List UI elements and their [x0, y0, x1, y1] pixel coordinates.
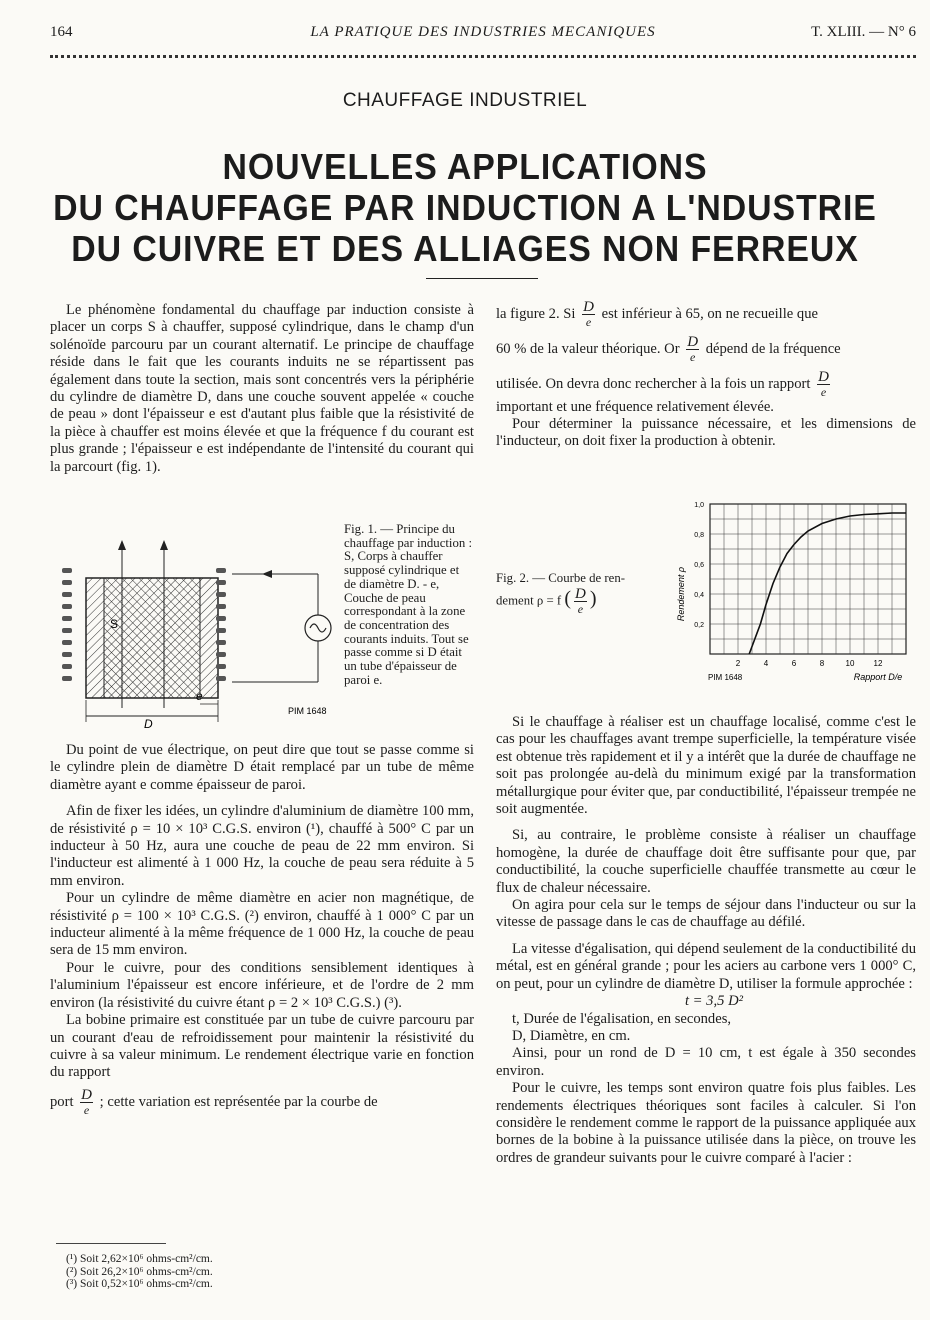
formula: t = 3,5 D² — [684, 993, 743, 1010]
x-tick-label: 10 — [845, 659, 855, 668]
x-tick-label: 2 — [735, 659, 741, 668]
title-line: NOUVELLES APPLICATIONS — [222, 146, 708, 187]
cylinder-core — [104, 578, 200, 698]
title-line: DU CHAUFFAGE PAR INDUCTION A L'NDUSTRIE — [53, 187, 877, 228]
title-rule — [426, 278, 538, 279]
x-tick-label: 8 — [819, 659, 825, 668]
x-tick-label: 4 — [763, 659, 769, 668]
title-line: DU CUIVRE ET DES ALLIAGES NON FERREUX — [71, 228, 859, 269]
figure-2-ref: PIM 1648 — [708, 673, 743, 682]
paragraph: Pour le cuivre, pour des conditions sensiblement identiques à l'aluminium l'épaisseur est encore inférieure, et de l'ordre de 2 mm environ (la résistivité du cuivre étant ρ = 2 × 10³ C.G.S.) (³). — [50, 959, 474, 1011]
fraction-d-over-e: $\frac{D}{e}$ — [81, 1086, 93, 1117]
left-coil-turns — [62, 568, 72, 681]
footnotes — [66, 1253, 213, 1291]
y-tick-label: 0,6 — [694, 562, 704, 569]
footnote: (¹) Soit 2,62×10⁶ ohms-cm²/cm. — [66, 1253, 213, 1265]
paragraph: Pour le cuivre, les temps sont environ quatre fois plus faibles. Les rendements électriques théoriques sont faciles à calculer. Si l'on considère le rendement comme le rapport de la puissance appliquée aux bornes de la bobine à la puissance utilisée dans la pièce, on trouve les ordres de grandeur suivants pour le cuivre comparé à l'acier : — [496, 1080, 916, 1166]
figure-1-ref: PIM 1648 — [288, 706, 327, 716]
label-d: D — [144, 717, 153, 728]
paragraph: Pour déterminer la puissance nécessaire, et les dimensions de l'inducteur, on doit fixer la production à obtenir. — [496, 416, 916, 449]
paragraph: important et une fréquence relativement élevée. — [496, 399, 774, 415]
page-number: 164 — [50, 24, 73, 40]
figure-1-diagram — [56, 538, 344, 728]
paragraph: La vitesse d'égalisation, qui dépend seulement de la conductibilité du métal, est en général grande ; pour les aciers au carbone vers 1 000° C, on peut, pour un cylindre de diamètre D, utiliser la formule approchée : — [496, 940, 916, 992]
paragraph: La bobine primaire est constituée par un tube de cuivre parcouru par un courant d'eau de refroidissement pour maintenir la résistivité du cuivre à sa valeur minimum. Le rendement électrique varie en fonction du rapport — [50, 1012, 474, 1081]
figure-2-caption: Fig. 2. — Courbe de ren- dement ρ = f ( $\frac{D}{e}$ ) — [496, 571, 626, 616]
figure-1-caption: Fig. 1. — Principe du chauffage par induction : S, Corps à chauffer supposé cylindrique et de diamètre D. - e, Couche de peau correspondant à la zone de concentration des courants induits. Tout se passe comme si D était un tube d'épaisseur de paroi e. — [344, 522, 473, 687]
paragraph: Du point de vue électrique, on peut dire que tout se passe comme si le cylindre plein de diamètre D était remplacé par un tube de même diamètre ayant e comme épaisseur de paroi. — [50, 742, 474, 793]
y-tick-label: 1,0 — [694, 502, 704, 509]
footnote-rule — [56, 1243, 166, 1244]
left-column-bottom — [50, 742, 474, 1117]
y-tick-label: 0,4 — [694, 592, 704, 599]
paragraph-continuation: port $\frac{D}{e}$ ; cette variation est représentée par la courbe de — [50, 1086, 378, 1117]
y-axis-label: Rendement ρ — [676, 566, 686, 622]
running-header — [50, 24, 916, 42]
left-column-top — [50, 302, 474, 476]
paragraph: la figure 2. Si $\frac{D}{e}$ est inférieur à 65, on ne recueille que — [496, 299, 818, 329]
y-tick-label: 0,2 — [694, 622, 704, 629]
paragraph: Ainsi, pour un rond de D = 10 cm, t est égale à 350 secondes environ. — [496, 1045, 916, 1079]
x-axis-label: Rapport D/e — [853, 672, 903, 682]
footnote: (³) Soit 0,52×10⁶ ohms-cm²/cm. — [66, 1278, 213, 1291]
paragraph: Afin de fixer les idées, un cylindre d'aluminium de diamètre 100 mm, de résistivité ρ = 10 × 10³ C.G.S. environ (¹), chauffé à 500° C par un inducteur à 50 Hz, aura une couche de peau de 22 mm environ. Si l'inducteur est alimenté à 1 000 Hz, la couche de peau sera réduite à 5 mm environ. — [50, 803, 474, 889]
right-column-bottom — [496, 714, 916, 1167]
x-tick-label: 12 — [873, 659, 883, 668]
footnote: (²) Soit 26,2×10⁶ ohms-cm²/cm. — [66, 1265, 213, 1278]
x-tick-label: 6 — [791, 659, 797, 668]
fraction-d-over-e: $\frac{D}{e}$ — [818, 369, 829, 399]
paragraph: Pour un cylindre de même diamètre en acier non magnétique, de résistivité ρ = 100 × 10³ C.G.S. (²) environ, chauffé à 1 000° C par un inducteur alimenté à la même fréquence de 1 000 Hz, la couche de peau sera de 15 mm environ. — [50, 890, 474, 959]
figure-2-chart — [672, 494, 912, 690]
right-column-top — [496, 300, 916, 450]
paragraph: Si, au contraire, le problème consiste à réaliser un chauffage homogène, la durée de chauffage doit être suffisante pour que, par conductibilité, la couche superficielle chauffée transmette au cœur le flux de chaleur nécessaire. — [496, 827, 916, 896]
journal-title: LA PRATIQUE DES INDUSTRIES MECANIQUES — [310, 24, 656, 40]
paragraph: 60 % de la valeur théorique. Or $\frac{D}{e}$ dépend de la fréquence — [496, 334, 841, 364]
fraction-d-over-e: $\frac{D}{e}$ — [583, 299, 594, 329]
fraction-d-over-e: $\frac{D}{e}$ — [687, 334, 699, 364]
paragraph: Si le chauffage à réaliser est un chauffage localisé, comme c'est le cas pour les chauffages avant trempe superficielle, la température visée est obtenue très rapidement et il y a intérêt que la durée de chauffage ne soit pas prolongée au-delà du minimum exigé par la transformation métallurgique pour éviter que, par conductibilité, l'épaisseur trempée ne soit augmentée. — [496, 714, 916, 818]
article-title — [47, 146, 884, 269]
label-s: S — [110, 617, 119, 631]
paragraph: utilisée. On devra donc rechercher à la fois un rapport $\frac{D}{e}$ — [496, 369, 829, 399]
definition: t, Durée de l'égalisation, en secondes, — [512, 1010, 732, 1027]
header-dotted-rule — [50, 55, 916, 58]
y-tick-label: 0,8 — [694, 532, 704, 539]
issue-number: T. XLIII. — N° 6 — [811, 24, 916, 40]
section-heading: CHAUFFAGE INDUSTRIEL — [342, 90, 588, 111]
definition: D, Diamètre, en cm. — [512, 1027, 631, 1044]
paragraph: On agira pour cela sur le temps de séjour dans l'inducteur ou sur la vitesse de passage dans le cas de chauffage au défilé. — [496, 897, 916, 931]
paragraph: Le phénomène fondamental du chauffage par induction consiste à placer un corps S à chauffer, supposé cylindrique, dans le champ d'un solénoïde parcouru par un courant alternatif. Le principe de chauffage réside dans le fait que les courants induits ne se répartissent pas également dans toute la section, mais sont concentrés vers la périphérie du cylindre de diamètre D, dans une couche souvent appelée « couche de peau » dont l'épaisseur e est d'autant plus faible que la résistivité de la pièce à chauffer est moins élevée et que la fréquence f du courant est plus grande ; l'épaisseur e est indépendante de l'intensité du courant qui la parcourt (fig. 1). — [50, 302, 474, 475]
label-e: e — [196, 689, 203, 703]
